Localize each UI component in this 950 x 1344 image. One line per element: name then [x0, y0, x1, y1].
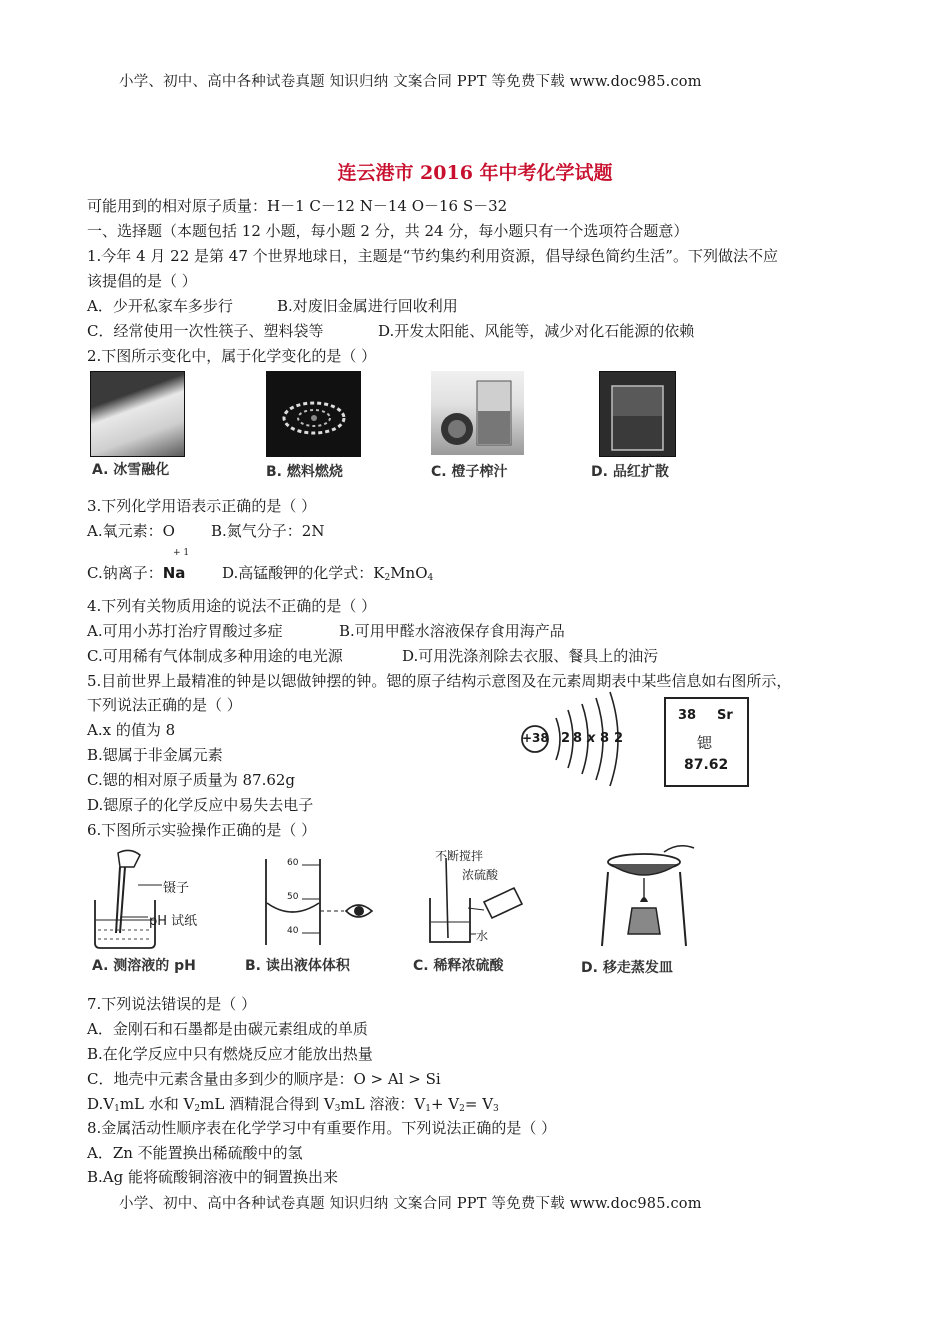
q4-option-c: C.可用稀有气体制成多种用途的电光源 — [87, 647, 343, 665]
shell-4: 8 — [600, 731, 610, 746]
atomic-mass-line: 可能用到的相对原子质量：H－1 C－12 N－14 O－16 S－32 — [87, 197, 508, 215]
orange-glass-icon — [431, 371, 524, 455]
q3-option-a: A.氧元素：O — [87, 522, 175, 540]
q5-option-b: B.锶属于非金属元素 — [87, 746, 223, 764]
element-mass: 87.62 — [684, 757, 729, 773]
q2-label-b: B. 燃料燃烧 — [266, 464, 343, 480]
shell-3: x — [587, 731, 596, 746]
tick-40: 40 — [287, 926, 299, 936]
page-header: 小学、初中、高中各种试卷真题 知识归纳 文案合同 PPT 等免费下载 www.doc985.com — [119, 74, 702, 90]
q4-option-d: D.可用洗涤剂除去衣服、餐具上的油污 — [402, 647, 659, 665]
q6-stem: 6.下图所示实验操作正确的是（ ） — [87, 821, 317, 839]
q8-option-b: B.Ag 能将硫酸铜溶液中的铜置换出来 — [87, 1168, 338, 1186]
q3-stem: 3.下列化学用语表示正确的是（ ） — [87, 497, 317, 515]
shell-5: 2 — [614, 731, 624, 746]
q6-label-a: A. 测溶液的 pH — [92, 958, 196, 974]
q1-stem-2: 该提倡的是（ ） — [87, 272, 197, 290]
q2-label-c: C. 橙子榨汁 — [431, 464, 508, 480]
q1-stem-1: 1.今年 4 月 22 是第 47 个世界地球日，主题是“节约集约利用资源，倡导绿色简约生活”。下列做法不应 — [87, 247, 778, 265]
q3-option-c: C.钠离子：Na — [87, 564, 186, 582]
q7-stem: 7.下列说法错误的是（ ） — [87, 995, 257, 1013]
page-title: 连云港市 2016 年中考化学试题 — [337, 162, 613, 184]
q7-option-a: A．金刚石和石墨都是由碳元素组成的单质 — [87, 1020, 368, 1038]
fuel-burning-image — [266, 371, 361, 457]
q8-option-a: A．Zn 不能置换出稀硫酸中的氢 — [87, 1144, 303, 1162]
page-footer: 小学、初中、高中各种试卷真题 知识归纳 文案合同 PPT 等免费下载 www.doc985.com — [119, 1196, 702, 1212]
section-heading: 一、选择题（本题包括 12 小题，每小题 2 分，共 24 分，每小题只有一个选项符合题意） — [87, 222, 689, 240]
q3-option-b: B.氮气分子：2N — [211, 522, 325, 540]
ph-paper-label: pH 试纸 — [149, 914, 198, 929]
q2-label-a: A. 冰雪融化 — [92, 462, 170, 478]
element-symbol: Sr — [717, 708, 733, 723]
element-name: 锶 — [697, 734, 713, 752]
ice-melting-image — [90, 371, 185, 457]
q6-label-d: D. 移走蒸发皿 — [581, 960, 673, 976]
nucleus-label: +38 — [522, 731, 549, 745]
q1-option-a: A．少开私家车多步行 — [87, 297, 233, 315]
tick-60: 60 — [287, 858, 299, 868]
q7-option-d: $D.V_1mL$ 水和 $V_2mL$ 酒精混合得到 $V_3mL$ 溶液：$V_1+ V_2= V_3$ — [87, 1095, 499, 1114]
q5-option-d: D.锶原子的化学反应中易失去电子 — [87, 796, 314, 814]
q6-label-b: B. 读出液体体积 — [245, 958, 350, 974]
shell-1: 2 — [561, 731, 571, 746]
q5-stem-2: 下列说法正确的是（ ） — [87, 696, 242, 714]
stir-label: 不断搅拌 — [435, 849, 484, 863]
q1-option-c: C．经常使用一次性筷子、塑料袋等 — [87, 322, 324, 340]
element-number: 38 — [678, 708, 697, 723]
q6-label-c: C. 稀释浓硫酸 — [413, 958, 504, 974]
q7-option-b: B.在化学反应中只有燃烧反应才能放出热量 — [87, 1045, 373, 1063]
shell-2: 8 — [573, 731, 583, 746]
ph-test-diagram — [90, 845, 240, 950]
tweezers-label: 镊子 — [163, 881, 190, 896]
q4-option-b: B.可用甲醛水溶液保存食用海产品 — [339, 622, 565, 640]
water-label: 水 — [476, 929, 489, 943]
q4-stem: 4.下列有关物质用途的说法不正确的是（ ） — [87, 597, 377, 615]
q8-stem: 8.金属活动性顺序表在化学学习中有重要作用。下列说法正确的是（ ） — [87, 1119, 557, 1137]
beaker-dye-icon — [600, 372, 675, 456]
charge-label: + 1 — [173, 548, 190, 558]
q3-option-d: D.高锰酸钾的化学式：$K_2MnO_4$ — [222, 564, 434, 583]
q5-option-a: A.x 的值为 8 — [87, 721, 176, 739]
orange-juice-image — [431, 371, 524, 455]
tick-50: 50 — [287, 892, 299, 902]
q2-stem: 2.下图所示变化中，属于化学变化的是（ ） — [87, 347, 377, 365]
q1-option-d: D.开发太阳能、风能等，减少对化石能源的依赖 — [378, 322, 695, 340]
q5-option-c: C.锶的相对原子质量为 87.62g — [87, 771, 296, 789]
q7-option-c: C．地壳中元素含量由多到少的顺序是：O > Al > Si — [87, 1070, 441, 1088]
q5-stem-1: 5.目前世界上最精准的钟是以锶做钟摆的钟。锶的原子结构示意图及在元素周期表中某些信息如右图所示， — [87, 672, 792, 690]
dye-diffusion-image — [599, 371, 676, 457]
q1-option-b: B.对废旧金属进行回收利用 — [277, 297, 458, 315]
acid-label: 浓硫酸 — [462, 868, 499, 882]
cylinder-reading-diagram — [262, 855, 382, 950]
flame-ring-icon — [267, 372, 360, 456]
q4-option-a: A.可用小苏打治疗胃酸过多症 — [87, 622, 283, 640]
evaporating-dish-diagram — [594, 838, 704, 950]
q2-label-d: D. 品红扩散 — [591, 464, 669, 480]
